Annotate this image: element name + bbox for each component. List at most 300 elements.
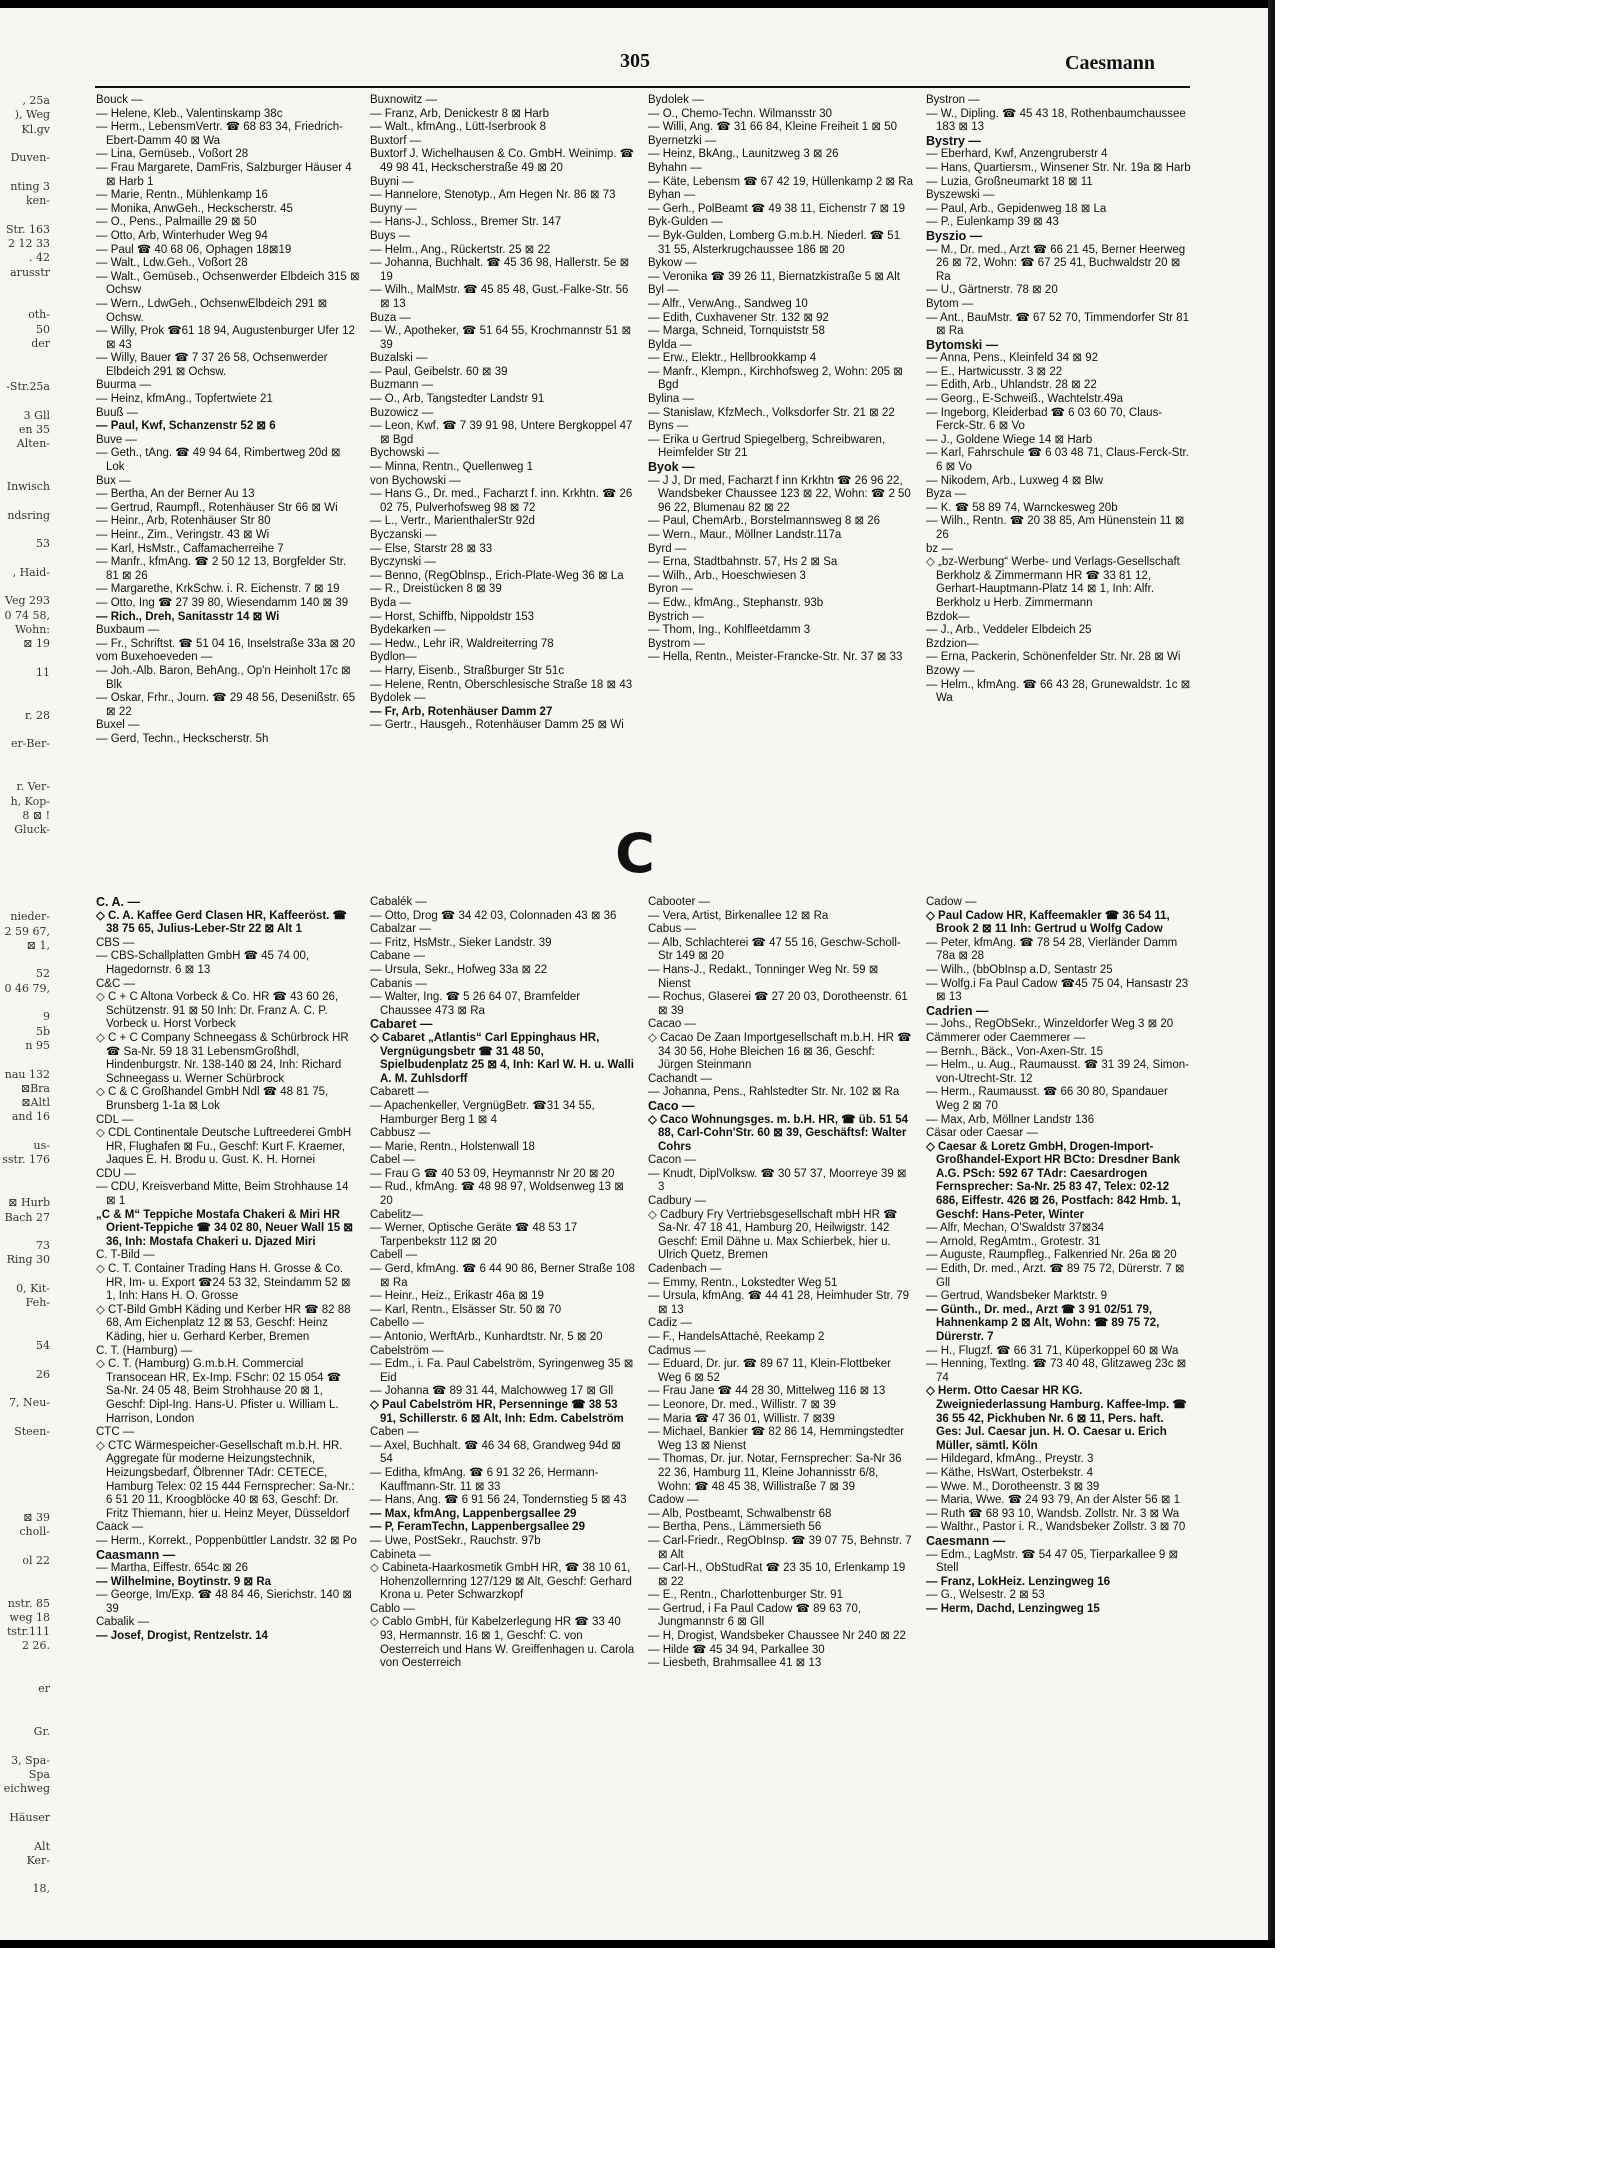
surname-heading: Cabalzar — bbox=[370, 923, 431, 936]
gutter-line: nau 132 bbox=[4, 1067, 50, 1081]
directory-entry: — Martha, Eiffestr. 654c ⊠ 26 bbox=[96, 1562, 248, 1575]
directory-entry: — Fr., Schriftst. ☎ 51 04 16, Inselstraße 33a ⊠ 20 bbox=[96, 637, 356, 650]
surname-heading: Cabel — bbox=[370, 1154, 415, 1167]
directory-entry: — Werner, Optische Geräte ☎ 48 53 17 Tarpenbekstr 112 ⊠ 20 bbox=[370, 1222, 578, 1248]
gutter-line bbox=[0, 394, 52, 408]
directory-entry: — Heinr., Zim., Veringstr. 43 ⊠ Wi bbox=[96, 529, 270, 541]
directory-entry: — Rochus, Glaserei ☎ 27 20 03, Dorotheenstr. 61 ⊠ 39 bbox=[648, 991, 908, 1017]
surname-heading: Cadmus — bbox=[648, 1344, 706, 1357]
directory-entry: — Gerd, kfmAng. ☎ 6 44 90 86, Berner Straße 108 ⊠ Ra bbox=[370, 1263, 635, 1289]
surname-heading: Buxnowitz — bbox=[370, 94, 438, 106]
surname-heading: Cabaret — bbox=[370, 1017, 433, 1032]
directory-entry: — Minna, Rentn., Quellenweg 1 bbox=[370, 461, 534, 474]
surname-heading: Cäsar oder Caesar — bbox=[926, 1127, 1038, 1140]
page-header bbox=[0, 42, 1268, 82]
directory-column-top-3 bbox=[648, 94, 913, 834]
directory-entry: — Karl, Rentn., Elsässer Str. 50 ⊠ 70 bbox=[370, 1303, 562, 1316]
directory-entry: — Fritz, HsMstr., Sieker Landstr. 39 bbox=[370, 936, 552, 949]
gutter-line: ⊠ Hurb bbox=[8, 1196, 50, 1210]
surname-heading: Byron — bbox=[648, 583, 693, 596]
directory-entry: — Paul ☎ 40 68 06, Ophagen 18⊠19 bbox=[96, 243, 292, 256]
directory-entry: — Uwe, PostSekr., Rauchstr. 97b bbox=[370, 1534, 541, 1547]
directory-entry: — Peter, kfmAng. ☎ 78 54 28, Vierländer Damm 78a ⊠ 28 bbox=[926, 936, 1178, 963]
surname-heading: Bux — bbox=[96, 474, 131, 487]
gutter-line bbox=[0, 1053, 52, 1067]
directory-entry: — J., Arb., Veddeler Elbdeich 25 bbox=[926, 624, 1092, 637]
gutter-line: Feh- bbox=[25, 1296, 50, 1310]
directory-entry: — Günth., Dr. med., Arzt ☎ 3 91 02/51 79, Hahnenkamp 2 ⊠ Alt, Wohn: ☎ 89 75 72, Dürerstr. 7 bbox=[926, 1303, 1160, 1343]
directory-entry: — R., Dreistücken 8 ⊠ 39 bbox=[370, 583, 502, 596]
directory-entry: — Willi, Ang. ☎ 31 66 84, Kleine Freiheit 1 ⊠ 50 bbox=[648, 121, 897, 134]
directory-entry: — E., Hartwicusstr. 3 ⊠ 22 bbox=[926, 365, 1063, 378]
directory-entry: — Walt., kfmAng., Lütt-Iserbrook 8 bbox=[370, 121, 546, 134]
directory-entry: — Margarethe, KrkSchw. i. R. Eichenstr. 7 ⊠ 19 bbox=[96, 583, 340, 596]
gutter-line: der bbox=[31, 337, 50, 351]
directory-entry: ◇ Cablo GmbH, für Kabelzerlegung HR ☎ 33 40 93, Hermannstr. 16 ⊠ 1, Geschf: C. von Oesterreich und Hans W. Greiffenhagen u. Carola von Oesterreich bbox=[370, 1616, 635, 1670]
directory-entry: — Otto, Drog ☎ 34 42 03, Colonnaden 43 ⊠ 36 bbox=[370, 909, 617, 922]
directory-entry: — Gerh., PolBeamt ☎ 49 38 11, Eichenstr 7 ⊠ 19 bbox=[648, 202, 906, 215]
surname-heading: Cabanis — bbox=[370, 977, 427, 990]
gutter-line: eichweg bbox=[3, 1782, 50, 1796]
directory-entry: — Geth., tAng. ☎ 49 94 64, Rimbertweg 20d ⊠ Lok bbox=[96, 447, 341, 474]
directory-entry: — Gertrud, Raumpfl., Rotenhäuser Str 66 ⊠ Wi bbox=[96, 501, 338, 514]
surname-heading: Cabalik — bbox=[96, 1616, 150, 1629]
section-letter: C bbox=[615, 822, 655, 885]
surname-heading: Caco — bbox=[648, 1098, 695, 1113]
surname-heading: Bydlon— bbox=[370, 651, 417, 664]
directory-entry: „C & M“ Teppiche Mostafa Chakeri & Miri HR Orient-Teppiche ☎ 34 02 80, Neuer Wall 15 ⊠ 36, Inh: Mostafa Chakeri u. Djazed Miri bbox=[96, 1208, 354, 1248]
gutter-line bbox=[0, 494, 52, 508]
surname-heading: Cabineta — bbox=[370, 1548, 431, 1561]
gutter-line: ⊠Altl bbox=[21, 1096, 50, 1110]
directory-entry: — Franz, Arb, Denickestr 8 ⊠ Harb bbox=[370, 107, 549, 120]
directory-entry: — Thom, Ing., Kohlfleetdamm 3 bbox=[648, 624, 811, 637]
gutter-line: Wohn: bbox=[14, 622, 50, 636]
surname-heading: Bykow — bbox=[648, 257, 697, 270]
directory-entry: — Veronika ☎ 39 26 11, Biernatzkistraße 5 ⊠ Alt bbox=[648, 270, 900, 283]
directory-entry: — Eduard, Dr. jur. ☎ 89 67 11, Klein-Flottbeker Weg 6 ⊠ 52 bbox=[648, 1358, 891, 1384]
surname-heading: von Bychowski — bbox=[370, 474, 461, 487]
directory-entry: — W., Apotheker, ☎ 51 64 55, Krochmannstr 51 ⊠ 39 bbox=[370, 325, 632, 351]
gutter-line: 9 bbox=[43, 1010, 50, 1024]
gutter-line: -Str.25a bbox=[6, 379, 50, 393]
gutter-line bbox=[0, 1168, 52, 1182]
directory-entry: — Frau G ☎ 40 53 09, Heymannstr Nr 20 ⊠ 20 bbox=[370, 1167, 615, 1180]
gutter-line: Häuser bbox=[9, 1811, 50, 1824]
gutter-line bbox=[0, 1311, 52, 1325]
directory-entry: ◇ CTC Wärmespeicher-Gesellschaft m.b.H. HR. Aggregate für moderne Heizungstechnik, Heizungsbedarf, Ölbrenner TAdr: CETECE, Hamburg Telex: 02 15 444 Fernsprecher: Sa-Nr.: 6 51 20 11, Kroogblöcke 40 ⊠ 63, Geschf: Dr. Fritz Thiemann, hier u. Heinz Meyer, Düsseldorf bbox=[96, 1439, 355, 1520]
gutter-line bbox=[0, 723, 52, 737]
gutter-line: Alten- bbox=[16, 437, 50, 451]
surname-heading: Cämmerer oder Caemmerer — bbox=[926, 1031, 1086, 1044]
surname-heading: Buyni — bbox=[370, 175, 414, 188]
directory-entry: — P., Eulenkamp 39 ⊠ 43 bbox=[926, 216, 1059, 229]
surname-heading: Byrd — bbox=[648, 542, 687, 555]
surname-heading: Cabelitz— bbox=[370, 1208, 424, 1221]
directory-entry: — Wwe. M., Dorotheenstr. 3 ⊠ 39 bbox=[926, 1480, 1100, 1493]
surname-heading: Bystrich — bbox=[648, 610, 704, 623]
directory-entry: Buxtorf J. Wichelhausen & Co. GmbH. Weinimp. ☎ 49 98 41, Heckscherstraße 49 ⊠ 20 bbox=[370, 148, 635, 174]
directory-entry: — Edith, Cuxhavener Str. 132 ⊠ 92 bbox=[648, 311, 829, 324]
directory-entry: — Editha, kfmAng. ☎ 6 91 32 26, Hermann-Kauffmann-Str. 11 ⊠ 33 bbox=[370, 1466, 599, 1493]
gutter-line: 0, Kit- bbox=[16, 1282, 50, 1296]
surname-heading: Byhan — bbox=[648, 189, 696, 202]
directory-entry: ◇ Cacao De Zaan Importgesellschaft m.b.H. HR ☎ 34 30 56, Hohe Bleichen 16 ⊠ 36, Geschf: Jürgen Steinmann bbox=[648, 1031, 912, 1072]
directory-entry: — Thomas, Dr. jur. Notar, Fernsprecher: Sa-Nr 36 22 36, Hamburg 11, Kleine Johannisstr 6/8, Wohn: ☎ 48 45 38, Willistraße 7 ⊠ 39 bbox=[648, 1453, 902, 1493]
gutter-line: nting 3 bbox=[10, 179, 50, 193]
gutter-line: 54 bbox=[36, 1339, 50, 1353]
directory-entry: — Bertha, An der Berner Au 13 bbox=[96, 488, 255, 501]
directory-entry: ◇ „bz-Werbung“ Werbe- und Verlags-Gesellschaft Berkholz & Zimmermann HR ☎ 33 81 12, Gerhart-Hauptmann-Platz 14 ⊠ 1, Inh: Alfr. Berkholz u Herb. Zimmermann bbox=[926, 556, 1180, 609]
gutter-line: Inwisch bbox=[6, 480, 50, 494]
directory-entry: — O., Arb, Tangstedter Landstr 91 bbox=[370, 393, 545, 406]
surname-heading: Buzowicz — bbox=[370, 406, 434, 419]
running-head: Caesmann bbox=[1065, 52, 1156, 74]
directory-entry: — K. ☎ 58 89 74, Warnckesweg 20b bbox=[926, 501, 1118, 514]
adjacent-page-fragment-bottom bbox=[0, 896, 52, 1897]
gutter-line: 3, Spa- bbox=[11, 1753, 50, 1767]
directory-entry: — Karl, Fahrschule ☎ 6 03 48 71, Claus-Ferck-Str. 6 ⊠ Vo bbox=[926, 447, 1189, 474]
directory-entry: ◇ Caco Wohnungsges. m. b.H. HR, ☎ üb. 51 54 88, Carl-Cohn'Str. 60 ⊠ 39, Geschäftsf: Walter Cohrs bbox=[648, 1113, 909, 1153]
directory-entry: — Arnold, RegAmtm., Grotestr. 31 bbox=[926, 1235, 1101, 1248]
gutter-line bbox=[0, 1496, 52, 1510]
surname-heading: Caack — bbox=[96, 1521, 144, 1534]
directory-entry: — Axel, Buchhalt. ☎ 46 34 68, Grandweg 94d ⊠ 54 bbox=[370, 1439, 621, 1466]
gutter-line bbox=[0, 752, 52, 766]
directory-entry: — Maria ☎ 47 36 01, Willistr. 7 ⊠39 bbox=[648, 1412, 835, 1425]
surname-heading: Cadbury — bbox=[648, 1195, 707, 1208]
gutter-line: Kl.gv bbox=[21, 122, 50, 136]
gutter-line: er-Ber- bbox=[10, 737, 50, 751]
gutter-line bbox=[0, 351, 52, 365]
directory-entry: — Alb, Postbeamt, Schwalbenstr 68 bbox=[648, 1507, 832, 1520]
gutter-line bbox=[0, 1382, 52, 1396]
surname-heading: Bzowy — bbox=[926, 664, 975, 677]
directory-entry: — Helm., u. Aug., Raumausst. ☎ 31 39 24, Simon-von-Utrecht-Str. 12 bbox=[926, 1059, 1189, 1085]
gutter-line bbox=[0, 652, 52, 666]
directory-entry: ◇ Cabaret „Atlantis“ Carl Eppinghaus HR, Vergnügungsbetr ☎ 31 48 50, Spielbudenplatz 25 ⊠ 4, Inh: Karl W. H. u. Walli A. M. Zuhlsdorff bbox=[370, 1031, 634, 1085]
directory-entry: — Paul, Arb., Gepidenweg 18 ⊠ La bbox=[926, 202, 1107, 215]
gutter-line: en 35 bbox=[18, 422, 50, 436]
directory-entry: — Ant., BauMstr. ☎ 67 52 70, Timmendorfer Str 81 ⊠ Ra bbox=[926, 311, 1189, 338]
surname-heading: Buyny — bbox=[370, 202, 417, 215]
scan-border-top bbox=[0, 0, 1278, 8]
directory-entry: — CDU, Kreisverband Mitte, Beim Strohhause 14 ⊠ 1 bbox=[96, 1181, 349, 1208]
directory-column-top-2 bbox=[370, 94, 635, 834]
directory-entry: — Willy, Prok ☎61 18 94, Augustenburger Ufer 12 ⊠ 43 bbox=[96, 325, 355, 351]
directory-entry: — Lina, Gemüseb., Voßort 28 bbox=[96, 148, 249, 161]
gutter-line: 52 bbox=[36, 967, 50, 981]
gutter-line: ), Weg bbox=[14, 108, 50, 122]
directory-entry: — Fr, Arb, Rotenhäuser Damm 27 bbox=[370, 705, 553, 718]
gutter-line: choll- bbox=[19, 1525, 50, 1539]
gutter-line bbox=[0, 451, 52, 465]
directory-entry: — Auguste, Raumpfleg., Falkenried Nr. 26a ⊠ 20 bbox=[926, 1249, 1177, 1262]
surname-heading: Bydolek — bbox=[648, 94, 704, 106]
directory-entry: — Max, kfmAng, Lappenbergsallee 29 bbox=[370, 1507, 577, 1520]
gutter-line: h, Kop- bbox=[10, 794, 50, 808]
directory-entry: — Johanna, Pens., Rahlstedter Str. Nr. 102 ⊠ Ra bbox=[648, 1086, 900, 1099]
surname-heading: CTC — bbox=[96, 1426, 135, 1439]
directory-entry: — Michael, Bankier ☎ 82 86 14, Hemmingstedter Weg 13 ⊠ Nienst bbox=[648, 1426, 904, 1452]
gutter-line: r. 28 bbox=[24, 708, 50, 722]
gutter-line: 8 ⊠ ! bbox=[22, 808, 50, 822]
directory-entry: — Carl-Friedr., RegObInsp. ☎ 39 07 75, Behnstr. 7 ⊠ Alt bbox=[648, 1534, 912, 1561]
directory-entry: — Heinr., Arb, Rotenhäuser Str 80 bbox=[96, 515, 271, 528]
gutter-line: ⊠ 1, bbox=[26, 938, 50, 952]
surname-heading: Byns — bbox=[648, 420, 689, 433]
directory-entry: — Luzia, Großneumarkt 18 ⊠ 11 bbox=[926, 175, 1093, 188]
directory-entry: — Nikodem, Arb., Luxweg 4 ⊠ Blw bbox=[926, 474, 1104, 487]
directory-entry: — Rich., Dreh, Sanitasstr 14 ⊠ Wi bbox=[96, 610, 280, 623]
surname-heading: Cadow — bbox=[926, 896, 977, 908]
directory-entry: — Josef, Drogist, Rentzelstr. 14 bbox=[96, 1630, 268, 1643]
directory-column-bottom-1 bbox=[96, 896, 361, 1936]
directory-entry: — M., Dr. med., Arzt ☎ 66 21 45, Berner Heerweg 26 ⊠ 72, Wohn: ☎ 67 25 41, Buchwaldstr 20 ⊠ Ra bbox=[926, 243, 1186, 283]
surname-heading: Cadiz — bbox=[648, 1317, 693, 1330]
gutter-line bbox=[0, 1182, 52, 1196]
directory-entry: — Manfr., Klempn., Kirchhofsweg 2, Wohn: 205 ⊠ Bgd bbox=[648, 365, 903, 392]
directory-entry: — Edm., LagMstr. ☎ 54 47 05, Tierparkallee 9 ⊠ Stell bbox=[926, 1548, 1179, 1575]
directory-entry: — Helene, Kleb., Valentinskamp 38c bbox=[96, 107, 283, 120]
surname-heading: Cadrien — bbox=[926, 1003, 989, 1018]
surname-heading: Caesmann — bbox=[926, 1533, 1006, 1548]
directory-entry: — Rud., kfmAng. ☎ 48 98 97, Woldsenweg 13 ⊠ 20 bbox=[370, 1181, 624, 1208]
directory-entry: — Hans, Ang. ☎ 6 91 56 24, Tondernstieg 5 ⊠ 43 bbox=[370, 1494, 627, 1507]
gutter-line: 3 Gll bbox=[23, 408, 50, 422]
gutter-line bbox=[0, 1482, 52, 1496]
gutter-line: ol 22 bbox=[22, 1553, 50, 1567]
gutter-line bbox=[0, 766, 52, 780]
gutter-line: Str. 163 bbox=[6, 222, 50, 236]
directory-entry: — Monika, AnwGeh., Heckscherstr. 45 bbox=[96, 202, 293, 215]
directory-entry: — Marie, Rentn., Holstenwall 18 bbox=[370, 1140, 535, 1153]
gutter-line: ⊠Bra bbox=[20, 1081, 50, 1095]
gutter-line bbox=[0, 1354, 52, 1368]
directory-entry: — Hedw., Lehr iR, Waldreiterring 78 bbox=[370, 637, 554, 650]
gutter-line bbox=[0, 552, 52, 566]
surname-heading: Cabbusz — bbox=[370, 1127, 431, 1140]
gutter-line: tstr.111 bbox=[6, 1625, 50, 1639]
gutter-line: Alt bbox=[34, 1839, 50, 1853]
surname-heading: Cacon — bbox=[648, 1154, 696, 1167]
adjacent-page-fragment-top bbox=[0, 94, 52, 837]
surname-heading: C&C — bbox=[96, 977, 135, 990]
directory-entry: — Heinz, BkAng., Launitzweg 3 ⊠ 26 bbox=[648, 148, 839, 161]
directory-entry: — Alb, Schlachterei ☎ 47 55 16, Geschw-Scholl-Str 149 ⊠ 20 bbox=[648, 936, 901, 963]
gutter-line: er bbox=[38, 1682, 50, 1696]
directory-entry: — Carl-H., ObStudRat ☎ 23 35 10, Erlenkamp 19 ⊠ 22 bbox=[648, 1562, 906, 1588]
gutter-line bbox=[0, 1325, 52, 1339]
gutter-line: ndsring bbox=[7, 508, 50, 522]
directory-entry: — Henning, Textlng. ☎ 73 40 48, Glitzaweg 23c ⊠ 74 bbox=[926, 1358, 1187, 1384]
directory-entry: — G., Welsestr. 2 ⊠ 53 bbox=[926, 1589, 1045, 1602]
gutter-line bbox=[0, 1825, 52, 1839]
gutter-line bbox=[0, 896, 52, 910]
gutter-line: 50 bbox=[36, 322, 50, 336]
directory-entry: — Hildegard, kfmAng., Preystr. 3 bbox=[926, 1453, 1094, 1466]
directory-entry: — Franz, LokHeiz. Lenzingweg 16 bbox=[926, 1575, 1111, 1588]
gutter-line: Veg 293 bbox=[5, 594, 50, 608]
surname-heading: Byszio — bbox=[926, 228, 983, 243]
directory-entry: — Ruth ☎ 68 93 10, Wandsb. Zollstr. Nr. 3 ⊠ Wa bbox=[926, 1507, 1180, 1520]
directory-entry: — W., Dipling. ☎ 45 43 18, Rothenbaumchaussee 183 ⊠ 13 bbox=[926, 107, 1186, 134]
surname-heading: C. T. (Hamburg) — bbox=[96, 1344, 193, 1357]
surname-heading: Byok — bbox=[648, 460, 695, 475]
directory-entry: ◇ CDL Continentale Deutsche Luftreederei GmbH HR, Flughafen ⊠ Fu., Geschf: Kurt F. Kraemer, Jaques E. H. Brodu u. Gust. K. H. Hornei bbox=[96, 1127, 352, 1167]
directory-entry: — F., HandelsAttaché, Reekamp 2 bbox=[648, 1331, 825, 1343]
gutter-line bbox=[0, 1268, 52, 1282]
directory-entry: — Marie, Rentn., Mühlenkamp 16 bbox=[96, 189, 268, 202]
directory-entry: — Paul, ChemArb., Borstelmannsweg 8 ⊠ 26 bbox=[648, 515, 881, 528]
gutter-line: sstr. 176 bbox=[2, 1153, 50, 1167]
directory-entry: — J., Goldene Wiege 14 ⊠ Harb bbox=[926, 433, 1093, 446]
surname-heading: C. A. — bbox=[96, 896, 140, 909]
surname-heading: Buza — bbox=[370, 311, 411, 324]
directory-entry: — Hans-J., Redakt., Tonninger Weg Nr. 59 ⊠ Nienst bbox=[648, 963, 879, 990]
directory-entry: — Stanislaw, KfzMech., Volksdorfer Str. 21 ⊠ 22 bbox=[648, 406, 895, 419]
surname-heading: Byszewski — bbox=[926, 189, 995, 202]
directory-entry: — Horst, Schiffb, Nippoldstr 153 bbox=[370, 610, 535, 623]
directory-entry: — Käthe, HsWart, Osterbekstr. 4 bbox=[926, 1466, 1094, 1479]
directory-entry: ◇ Paul Cadow HR, Kaffeemakler ☎ 36 54 11, Brook 2 ⊠ 11 Inh: Gertrud u Wolfg Cadow bbox=[926, 909, 1170, 936]
directory-entry: — Helm., Ang., Rückertstr. 25 ⊠ 22 bbox=[370, 243, 551, 256]
gutter-line: 26 bbox=[36, 1367, 50, 1381]
directory-entry: — Willy, Bauer ☎ 7 37 26 58, Ochsenwerder Elbdeich 291 ⊠ Ochsw. bbox=[96, 352, 328, 378]
gutter-line: r. Ver- bbox=[16, 780, 50, 794]
gutter-line bbox=[0, 1582, 52, 1596]
surname-heading: Byza — bbox=[926, 488, 967, 501]
gutter-line: 2 59 67, bbox=[4, 924, 50, 938]
surname-heading: Cachandt — bbox=[648, 1072, 712, 1085]
directory-entry: — Walt., Gemüseb., Ochsenwerder Elbdeich 315 ⊠ Ochsw bbox=[96, 270, 360, 297]
directory-entry: — Wilh., (bbObInsp a.D, Sentastr 25 bbox=[926, 963, 1113, 976]
surname-heading: Buxtorf — bbox=[370, 134, 422, 147]
surname-heading: Byda — bbox=[370, 596, 411, 609]
directory-entry: — Edw., kfmAng., Stephanstr. 93b bbox=[648, 596, 824, 609]
directory-entry: — Alfr., VerwAng., Sandweg 10 bbox=[648, 297, 808, 310]
directory-entry: — Georg., E-Schweiß., Wachtelstr.49a bbox=[926, 393, 1124, 406]
gutter-line bbox=[0, 953, 52, 967]
directory-entry: ◇ Paul Cabelström HR, Persenninge ☎ 38 53 91, Schillerstr. 6 ⊠ Alt, Inh: Edm. Cabelström bbox=[370, 1398, 624, 1425]
directory-entry: — O., Chemo-Techn. Wilmansstr 30 bbox=[648, 107, 833, 120]
gutter-line: Steen- bbox=[14, 1424, 50, 1438]
directory-entry: — Leonore, Dr. med., Willistr. 7 ⊠ 39 bbox=[648, 1398, 836, 1411]
gutter-line: weg 18 bbox=[9, 1610, 50, 1624]
gutter-line bbox=[0, 208, 52, 222]
directory-entry: — L., Vertr., MarienthalerStr 92d bbox=[370, 515, 535, 528]
directory-entry: — Wilhelmine, Boytinstr. 9 ⊠ Ra bbox=[96, 1575, 272, 1588]
directory-entry: — U., Gärtnerstr. 78 ⊠ 20 bbox=[926, 284, 1058, 297]
directory-entry: — Johs., RegObSekr., Winzeldorfer Weg 3 ⊠ 20 bbox=[926, 1018, 1174, 1031]
gutter-line: 11 bbox=[36, 665, 50, 679]
directory-entry: — Wolfg.i Fa Paul Cadow ☎45 75 04, Hansastr 23 ⊠ 13 bbox=[926, 977, 1189, 1004]
directory-entry: — Edith, Dr. med., Arzt. ☎ 89 75 72, Dürerstr. 7 ⊠ Gll bbox=[926, 1263, 1185, 1289]
directory-entry: — Karl, HsMstr., Caffamacherreihe 7 bbox=[96, 542, 284, 555]
surname-heading: Bystron — bbox=[926, 94, 980, 106]
page-number: 305 bbox=[620, 50, 650, 72]
surname-heading: Cabalék — bbox=[370, 896, 427, 908]
directory-entry: — Herm., Korrekt., Poppenbüttler Landstr. 32 ⊠ Po bbox=[96, 1534, 357, 1547]
directory-entry: — Max, Arb, Möllner Landstr 136 bbox=[926, 1113, 1095, 1126]
surname-heading: Caben — bbox=[370, 1426, 419, 1439]
gutter-line bbox=[0, 523, 52, 537]
gutter-line: us- bbox=[33, 1139, 50, 1153]
directory-entry: — Marga, Schneid, Tornquiststr 58 bbox=[648, 325, 825, 338]
directory-entry: — Gerd, Techn., Heckscherstr. 5h bbox=[96, 732, 269, 745]
gutter-line bbox=[0, 1411, 52, 1425]
surname-heading: Cabell — bbox=[370, 1249, 418, 1262]
directory-entry: — Anna, Pens., Kleinfeld 34 ⊠ 92 bbox=[926, 352, 1099, 365]
gutter-line bbox=[0, 1539, 52, 1553]
surname-heading: Bystry — bbox=[926, 133, 981, 148]
header-rule bbox=[95, 86, 1190, 88]
directory-entry: — Helm., kfmAng. ☎ 66 43 28, Grunewaldstr. 1c ⊠ Wa bbox=[926, 678, 1191, 705]
directory-entry: — Paul, Kwf, Schanzenstr 52 ⊠ 6 bbox=[96, 420, 276, 433]
gutter-line: Spa bbox=[28, 1768, 50, 1782]
directory-entry: — Erw., Elektr., Hellbrookkamp 4 bbox=[648, 352, 817, 365]
directory-entry: — Ingeborg, Kleiderbad ☎ 6 03 60 70, Claus-Ferck-Str. 6 ⊠ Vo bbox=[926, 406, 1163, 433]
gutter-line bbox=[0, 137, 52, 151]
directory-entry: — Otto, Arb, Winterhuder Weg 94 bbox=[96, 229, 268, 242]
directory-entry: — Ursula, kfmAng. ☎ 44 41 28, Heimhuder Str. 79 ⊠ 13 bbox=[648, 1290, 910, 1316]
directory-entry: — H, Drogist, Wandsbeker Chaussee Nr 240 ⊠ 22 bbox=[648, 1630, 906, 1643]
directory-entry: — Heinr., Heiz., Erikastr 46a ⊠ 19 bbox=[370, 1290, 544, 1303]
directory-entry: — Leon, Kwf. ☎ 7 39 91 98, Untere Bergkoppel 47 ⊠ Bgd bbox=[370, 420, 633, 446]
surname-heading: Buurma — bbox=[96, 379, 151, 392]
surname-heading: vom Buxehoeveden — bbox=[96, 651, 213, 664]
gutter-line bbox=[0, 1454, 52, 1468]
surname-heading: Buxel — bbox=[96, 719, 140, 732]
directory-entry: — Edith, Arb., Uhlandstr. 28 ⊠ 22 bbox=[926, 379, 1097, 392]
surname-heading: Cabelström — bbox=[370, 1344, 444, 1357]
surname-heading: Buzmann — bbox=[370, 379, 434, 392]
directory-entry: ◇ C + C Company Schneegass & Schürbrock HR ☎ Sa-Nr. 59 18 31 LebensmGroßhdl, Hindenburgstr. Nr. 138-140 ⊠ 24, Inh: Richard Schneegass u. Werner Schürbrock bbox=[96, 1031, 349, 1085]
surname-heading: Cadow — bbox=[648, 1494, 699, 1507]
surname-heading: CBS — bbox=[96, 936, 135, 949]
directory-entry: ◇ Caesar & Loretz GmbH, Drogen-Import-Großhandel-Export HR BCto: Dresdner Bank A.G. PSch: 592 67 TAdr: Caesardrogen Fernsprecher: Sa-Nr. 25 83 47, Telex: 02-12 686, Eiffestr. 426 ⊠ 26, Postfach: 842 Hmb. 1, Geschf: Hans-Peter, Winter bbox=[926, 1140, 1181, 1221]
directory-entry: — Harry, Eisenb., Straßburger Str 51c bbox=[370, 664, 565, 677]
directory-entry: — Gertr., Hausgeh., Rotenhäuser Damm 25 ⊠ Wi bbox=[370, 719, 624, 732]
directory-entry: — Edm., i. Fa. Paul Cabelström, Syringenweg 35 ⊠ Eid bbox=[370, 1358, 634, 1384]
directory-entry: — Joh.-Alb. Baron, BehAng., Op'n Heinholt 17c ⊠ Blk bbox=[96, 664, 351, 691]
gutter-line: 18, bbox=[32, 1882, 50, 1896]
directory-entry: ◇ C + C Altona Vorbeck & Co. HR ☎ 43 60 26, Schützenstr. 91 ⊠ 50 Inh: Dr. Franz A. C. P. Vorbeck u. Horst Vorbeck bbox=[96, 991, 339, 1031]
gutter-line: 0 74 58, bbox=[4, 608, 50, 622]
directory-entry: — Herm., LebensmVertr. ☎ 68 83 34, Friedrich-Ebert-Damm 40 ⊠ Wa bbox=[96, 121, 343, 147]
surname-heading: Cabooter — bbox=[648, 896, 711, 908]
surname-heading: Byl — bbox=[648, 284, 679, 297]
directory-entry: — Emmy, Rentn., Lokstedter Weg 51 bbox=[648, 1276, 838, 1289]
surname-heading: Bouck — bbox=[96, 94, 143, 106]
directory-column-bottom-3 bbox=[648, 896, 913, 1936]
gutter-line: 7, Neu- bbox=[9, 1396, 50, 1410]
directory-entry: — CBS-Schallplatten GmbH ☎ 45 74 00, Hagedornstr. 6 ⊠ 13 bbox=[96, 950, 310, 976]
surname-heading: Bzdzion— bbox=[926, 637, 979, 650]
surname-heading: Byczynski — bbox=[370, 556, 436, 569]
directory-entry: — Benno, (RegOblnsp., Erich-Plate-Weg 36 ⊠ La bbox=[370, 569, 624, 582]
directory-entry: — Gertrud, i Fa Paul Cadow ☎ 89 63 70, Jungmannstr 6 ⊠ Gll bbox=[648, 1602, 862, 1629]
gutter-line: . 42 bbox=[29, 251, 50, 265]
blank-margin bbox=[1275, 0, 1600, 2177]
surname-heading: Byhahn — bbox=[648, 161, 702, 174]
directory-entry: — Hilde ☎ 45 34 94, Parkallee 30 bbox=[648, 1643, 825, 1656]
directory-entry: — Maria, Wwe. ☎ 24 93 79, An der Alster 56 ⊠ 1 bbox=[926, 1494, 1181, 1507]
directory-entry: — Herm, Dachd, Lenzingweg 15 bbox=[926, 1602, 1100, 1615]
directory-entry: — Apachenkeller, VergnügBetr. ☎31 34 55, Hamburger Berg 1 ⊠ 4 bbox=[370, 1099, 595, 1126]
directory-entry: — Knudt, DiplVolksw. ☎ 30 57 37, Moorreye 39 ⊠ 3 bbox=[648, 1167, 907, 1194]
directory-column-top-4 bbox=[926, 94, 1191, 834]
